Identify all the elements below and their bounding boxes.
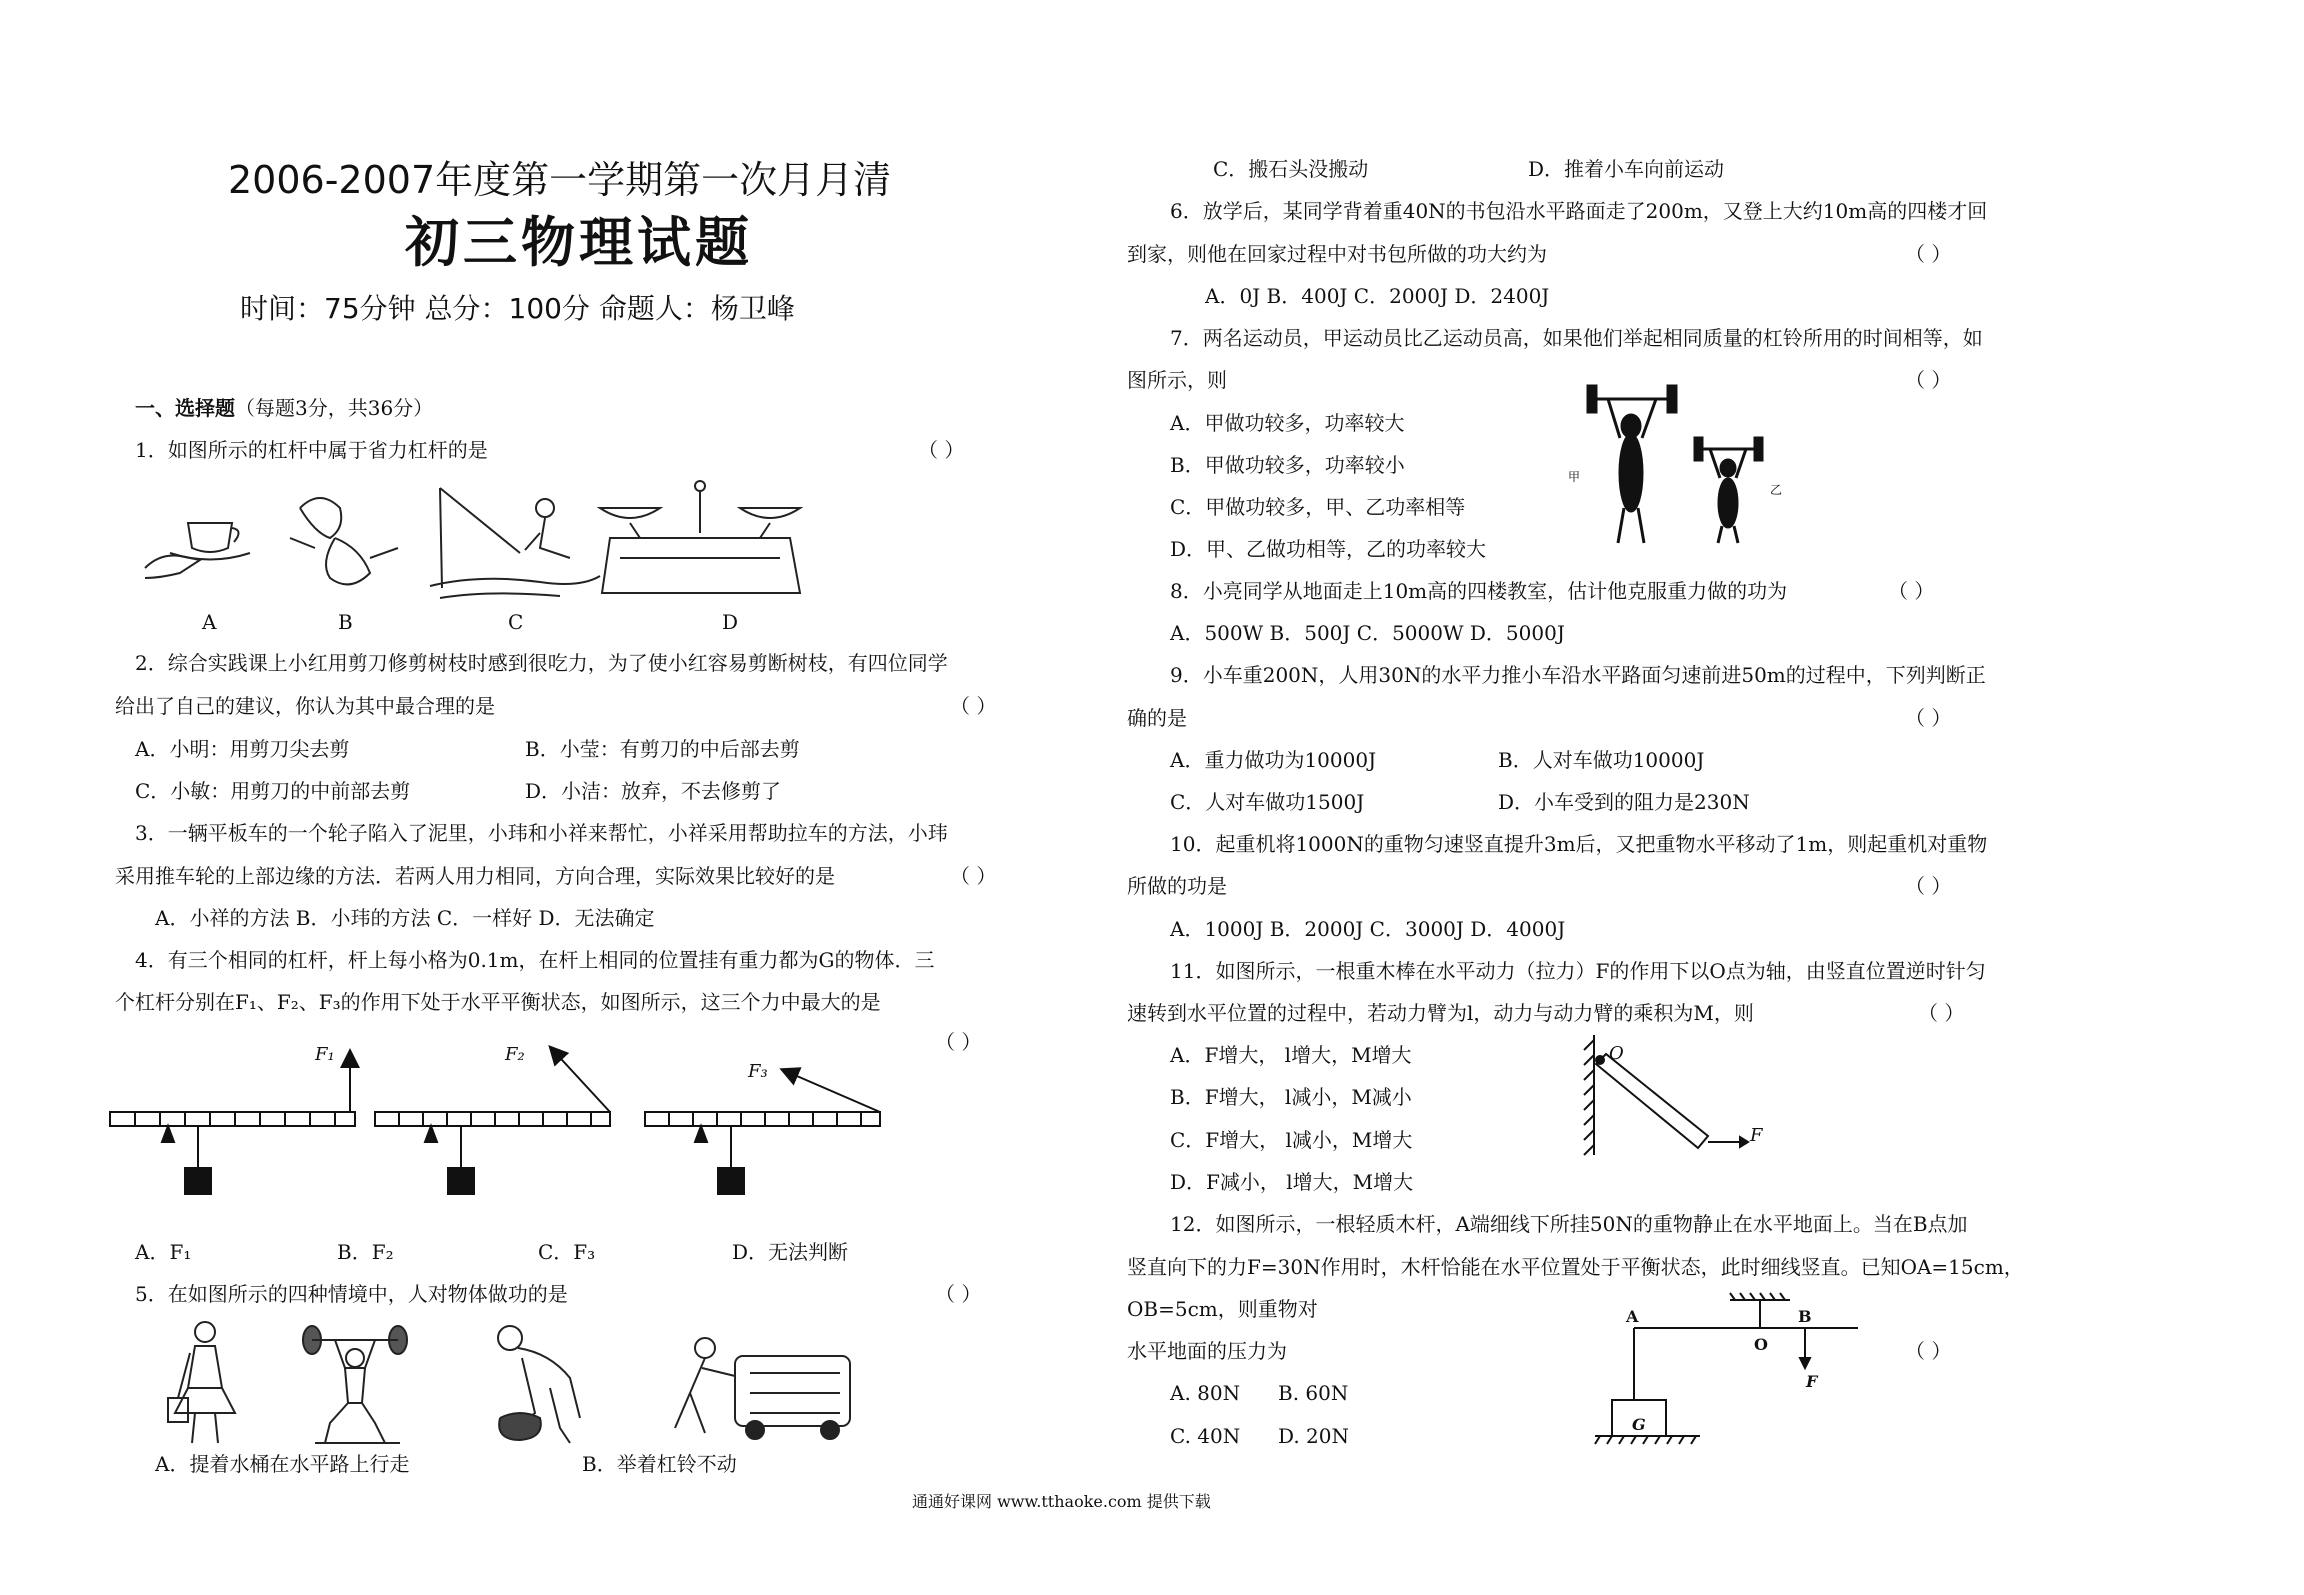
q11-option-d: D．F减小， l增大，M增大 <box>1170 1170 1414 1194</box>
q6-answer-paren: （ ） <box>1905 242 1952 266</box>
q11-option-c: C．F增大， l减小，M增大 <box>1170 1128 1413 1152</box>
q7-figure <box>1560 378 1783 548</box>
q1-figure <box>140 478 820 608</box>
q9-option-a: A．重力做功为10000J <box>1170 748 1377 772</box>
q12-option-d: D. 20N <box>1278 1424 1349 1448</box>
q2-option-c: C．小敏：用剪刀的中前部去剪 <box>135 779 411 803</box>
q4-option-b: B．F₂ <box>337 1240 394 1264</box>
q1-label-d: D <box>722 610 739 634</box>
subject-title: 初三物理试题 <box>405 211 753 274</box>
lever-3 <box>645 1070 880 1194</box>
q3-answer-paren: （ ） <box>950 864 997 888</box>
q9-option-c: C．人对车做功1500J <box>1170 790 1365 814</box>
q11-answer-paren: （ ） <box>1918 1001 1965 1025</box>
q9-option-d: D．小车受到的阻力是230N <box>1498 790 1750 814</box>
q8-options: A．500W B．500J C．5000W D．5000J <box>1170 621 1565 645</box>
q9-stem-2: 确的是 <box>1127 706 1187 730</box>
q6-options: A．0J B．400J C．2000J D．2400J <box>1205 284 1550 308</box>
q11-option-b: B．F增大， l减小，M减小 <box>1170 1085 1412 1109</box>
q12-label-a: A <box>1626 1307 1639 1326</box>
q4-option-d: D．无法判断 <box>732 1240 849 1264</box>
q9-answer-paren: （ ） <box>1905 706 1952 730</box>
q12-label-o: O <box>1754 1335 1768 1354</box>
q5-option-c: C．搬石头没搬动 <box>1213 157 1369 181</box>
footer-credit: 通通好课网 www.tthaoke.com 提供下载 <box>912 1492 1211 1511</box>
q6-stem-2: 到家，则他在回家过程中对书包所做的功大约为 <box>1127 242 1547 266</box>
person-pushing-cart-icon <box>675 1338 850 1439</box>
q1-label-a: A <box>202 610 217 634</box>
rod-icon <box>1596 1054 1748 1148</box>
q10-answer-paren: （ ） <box>1905 874 1952 898</box>
q11-label-f: F <box>1750 1125 1763 1146</box>
q10-stem-2: 所做的功是 <box>1127 874 1227 898</box>
q5-option-a: A．提着水桶在水平路上行走 <box>155 1452 410 1476</box>
person-lifting-rock-icon <box>498 1326 580 1443</box>
tall-lifter-icon <box>1588 386 1676 543</box>
q5-option-b: B．举着杠铃不动 <box>582 1452 737 1476</box>
q8-stem: 8．小亮同学从地面走上10m高的四楼教室，估计他克服重力做的功为 <box>1170 579 1788 603</box>
q6-stem-1: 6．放学后，某同学背着重40N的书包沿水平路面走了200m，又登上大约10m高的四楼才回 <box>1170 199 1988 223</box>
q2-answer-paren: （ ） <box>950 694 997 718</box>
q3-stem-2: 采用推车轮的上部边缘的方法．若两人用力相同，方向合理，实际效果比较好的是 <box>115 864 835 888</box>
q12-option-c: C. 40N <box>1170 1424 1241 1448</box>
q5-option-d: D．推着小车向前运动 <box>1528 157 1725 181</box>
q7-option-d: D．甲、乙做功相等，乙的功率较大 <box>1170 537 1487 561</box>
q11-stem-1: 11．如图所示，一根重木棒在水平动力（拉力）F的作用下以O点为轴，由竖直位置逆时针匀 <box>1170 959 1986 983</box>
exam-title: 2006-2007年度第一学期第一次月月清 <box>228 158 892 202</box>
q1-label-c: C <box>508 610 524 634</box>
teacup-icon <box>145 523 250 578</box>
q2-option-b: B．小莹：有剪刀的中后部去剪 <box>525 737 800 761</box>
q7-option-a: A．甲做功较多，功率较大 <box>1170 411 1405 435</box>
q4-force-label-3: F₃ <box>748 1061 768 1082</box>
lever-2 <box>375 1048 610 1194</box>
q7-stem-1: 7．两名运动员，甲运动员比乙运动员高，如果他们举起相同质量的杠铃所用的时间相等，如 <box>1170 326 1983 350</box>
q9-option-b: B．人对车做功10000J <box>1498 748 1705 772</box>
q4-option-a: A．F₁ <box>135 1240 192 1264</box>
q12-stem-2: 竖直向下的力F=30N作用时，木杆恰能在水平位置处于平衡状态，此时细线竖直。已知OA=15cm， <box>1127 1255 2024 1279</box>
q4-figure <box>105 1040 885 1210</box>
short-lifter-icon <box>1695 438 1762 543</box>
balance-icon <box>600 481 800 593</box>
q7-answer-paren: （ ） <box>1905 368 1952 392</box>
hands-icon <box>290 498 398 584</box>
q12-label-f: F <box>1806 1372 1818 1391</box>
q2-stem-1: 2．综合实践课上小红用剪刀修剪树枝时感到很吃力，为了使小红容易剪断树枝，有四位同学 <box>135 651 948 675</box>
q11-label-o: O <box>1609 1043 1624 1064</box>
q7-label-yi: 乙 <box>1770 483 1783 497</box>
weightlifter-icon <box>303 1326 407 1443</box>
q11-stem-2: 速转到水平位置的过程中，若动力臂为l，动力与动力臂的乘积为M，则 <box>1127 1001 1754 1025</box>
q9-stem-1: 9．小车重200N，人用30N的水平力推小车沿水平路面匀速前进50m的过程中，下列判断正 <box>1170 663 1986 687</box>
lever-1 <box>110 1052 355 1194</box>
q1-answer-paren: （ ） <box>918 438 965 462</box>
q3-stem-1: 3．一辆平板车的一个轮子陷入了泥里，小玮和小祥来帮忙，小祥采用帮助拉车的方法，小玮 <box>135 821 948 845</box>
q7-label-jia: 甲 <box>1568 470 1581 484</box>
q4-force-label-2: F₂ <box>505 1044 525 1065</box>
q4-option-c: C．F₃ <box>538 1240 596 1264</box>
q12-label-b: B <box>1798 1307 1812 1326</box>
q10-stem-1: 10．起重机将1000N的重物匀速竖直提升3m后，又把重物水平移动了1m，则起重机对重物 <box>1170 832 1988 856</box>
q11-figure <box>1580 1030 1760 1165</box>
q5-figure <box>150 1318 870 1448</box>
section-title: 一、选择题 <box>135 396 235 420</box>
lever-bar-icon <box>1634 1328 1858 1400</box>
q11-option-a: A．F增大， l增大，M增大 <box>1170 1043 1412 1067</box>
q5-stem: 5．在如图所示的四种情境中，人对物体做功的是 <box>135 1282 568 1306</box>
q7-option-c: C．甲做功较多，甲、乙功率相等 <box>1170 495 1466 519</box>
q12-stem-1: 12．如图所示，一根轻质木杆，A端细线下所挂50N的重物静止在水平地面上。当在B点加 <box>1170 1212 1968 1236</box>
q12-label-g: G <box>1632 1415 1646 1434</box>
q1-stem: 1．如图所示的杠杆中属于省力杠杆的是 <box>135 438 488 462</box>
ceiling-support-icon <box>1730 1293 1790 1328</box>
section-heading <box>135 396 433 420</box>
q5-answer-paren: （ ） <box>935 1282 982 1306</box>
q4-stem-1: 4．有三个相同的杠杆，杆上每小格为0.1m，在杆上相同的位置挂有重力都为G的物体．三 <box>135 948 935 972</box>
q2-option-a: A．小明：用剪刀尖去剪 <box>135 737 350 761</box>
q7-stem-2: 图所示，则 <box>1127 368 1227 392</box>
section-note: （每题3分，共36分） <box>235 396 434 420</box>
q12-option-b: B. 60N <box>1278 1381 1349 1405</box>
q2-stem-2: 给出了自己的建议，你认为其中最合理的是 <box>115 694 495 718</box>
fishing-icon <box>430 488 600 598</box>
q4-answer-paren: （ ） <box>935 1030 982 1054</box>
exam-meta: 时间：75分钟 总分：100分 命题人：杨卫峰 <box>240 292 795 325</box>
q12-answer-paren: （ ） <box>1905 1339 1952 1363</box>
wall-icon <box>1584 1035 1594 1155</box>
q4-force-label-1: F₁ <box>315 1044 335 1065</box>
q2-option-d: D．小洁：放弃，不去修剪了 <box>525 779 782 803</box>
q8-answer-paren: （ ） <box>1888 579 1935 603</box>
q4-stem-2: 个杠杆分别在F₁、F₂、F₃的作用下处于水平平衡状态，如图所示，这三个力中最大的是 <box>115 990 881 1014</box>
q12-stem-3: OB=5cm，则重物对 <box>1127 1297 1318 1321</box>
weight-block-icon <box>1595 1400 1700 1444</box>
woman-with-bucket-icon <box>168 1322 235 1443</box>
q1-label-b: B <box>338 610 353 634</box>
q12-stem-4: 水平地面的压力为 <box>1127 1339 1287 1363</box>
q10-options: A．1000J B．2000J C．3000J D．4000J <box>1170 917 1566 941</box>
q12-option-a: A. 80N <box>1170 1381 1241 1405</box>
q7-option-b: B．甲做功较多，功率较小 <box>1170 453 1405 477</box>
q3-options: A．小祥的方法 B．小玮的方法 C．一样好 D．无法确定 <box>155 906 655 930</box>
